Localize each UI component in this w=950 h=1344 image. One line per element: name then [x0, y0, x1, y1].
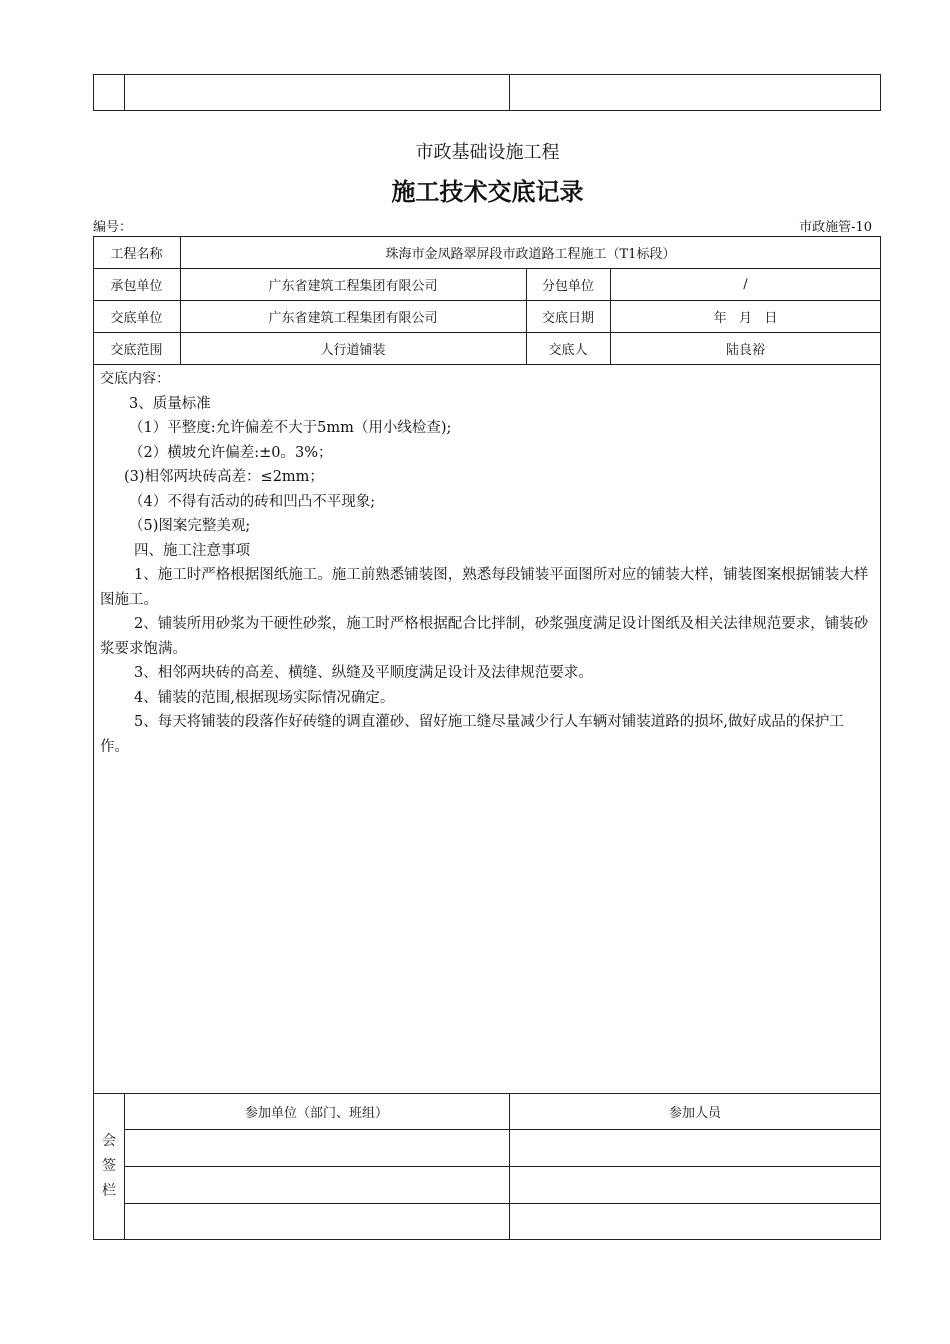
- disclosing-unit: 广东省建筑工程集团有限公司: [268, 310, 438, 326]
- signoff-people-field[interactable]: [510, 1130, 880, 1165]
- subcontractor-label: 分包单位: [541, 278, 594, 294]
- content-line: （4）不得有活动的砖和凹凸不平现象;: [129, 493, 376, 510]
- content-line: 1、施工时严格根据图纸施工。施工前熟悉铺装图，熟悉每段铺装平面图所对应的铺装大样，铺装图案根据铺装大样图施工。: [100, 567, 869, 608]
- signoff-col-people: 参加人员: [668, 1105, 721, 1121]
- signoff-side-char: 会: [102, 1133, 116, 1149]
- content-line: （2）横坡允许偏差:±0。3%；: [129, 444, 333, 461]
- content-line: 3、质量标准: [129, 395, 211, 412]
- divider: [93, 364, 881, 365]
- content-line: 四、施工注意事项: [134, 542, 250, 559]
- document-title: 施工技术交底记录: [391, 177, 584, 206]
- person-label: 交底人: [548, 342, 588, 358]
- signoff-side-label: [99, 1129, 119, 1204]
- date-label: 交底日期: [541, 310, 594, 326]
- signoff-people-field[interactable]: [510, 1204, 880, 1239]
- divider: [509, 74, 510, 111]
- signoff-side-char: 栏: [102, 1183, 116, 1199]
- signoff-people-field[interactable]: [510, 1167, 880, 1202]
- content-line: （1）平整度:允许偏差不大于5mm（用小线检查);: [129, 420, 452, 436]
- subcontractor: /: [743, 276, 748, 292]
- divider: [124, 74, 125, 111]
- contractor: 广东省建筑工程集团有限公司: [268, 278, 438, 294]
- signoff-col-unit: 参加单位（部门、班组）: [244, 1105, 388, 1121]
- date-value: 年 月 日: [713, 310, 778, 326]
- disclosing-unit-label: 交底单位: [110, 310, 163, 326]
- signoff-unit-field[interactable]: [125, 1167, 508, 1202]
- contractor-label: 承包单位: [110, 278, 163, 294]
- content-line: 3、相邻两块砖的高差、横缝、纵缝及平顺度满足设计及法律规范要求。: [134, 665, 593, 681]
- content-line: 4、铺装的范围,根据现场实际情况确定。: [134, 689, 395, 706]
- signoff-unit-field[interactable]: [125, 1130, 508, 1165]
- top-stub-table: [93, 74, 881, 111]
- form-code: 市政施管-10: [799, 220, 872, 235]
- document-subtitle: 市政基础设施工程: [415, 142, 560, 163]
- content-heading: 交底内容：: [100, 371, 170, 387]
- disclosure-content: [100, 367, 872, 759]
- content-line: （5)图案完整美观;: [129, 518, 251, 534]
- person: 陆良裕: [725, 342, 765, 358]
- project-name: 珠海市金凤路翠屏段市政道路工程施工（T1标段）: [385, 246, 676, 262]
- signoff-unit-field[interactable]: [125, 1204, 508, 1239]
- signoff-side-char: 签: [102, 1158, 116, 1174]
- content-line: (3)相邻两块砖高差：≤2mm；: [124, 469, 324, 485]
- content-line: 5、每天将铺装的段落作好砖缝的调直灌砂、留好施工缝尽量减少行人车辆对铺装道路的损坏,做好成品的保护工作。: [100, 714, 844, 755]
- number-label: 编号：: [93, 220, 133, 235]
- scope-label: 交底范围: [110, 342, 163, 358]
- content-line: 2、铺装所用砂浆为干硬性砂浆，施工时严格根据配合比拌制，砂浆强度满足设计图纸及相关法律规范要求，铺装砂浆要求饱满。: [100, 616, 869, 657]
- scope: 人行道铺装: [320, 342, 386, 358]
- project-name-label: 工程名称: [110, 246, 163, 262]
